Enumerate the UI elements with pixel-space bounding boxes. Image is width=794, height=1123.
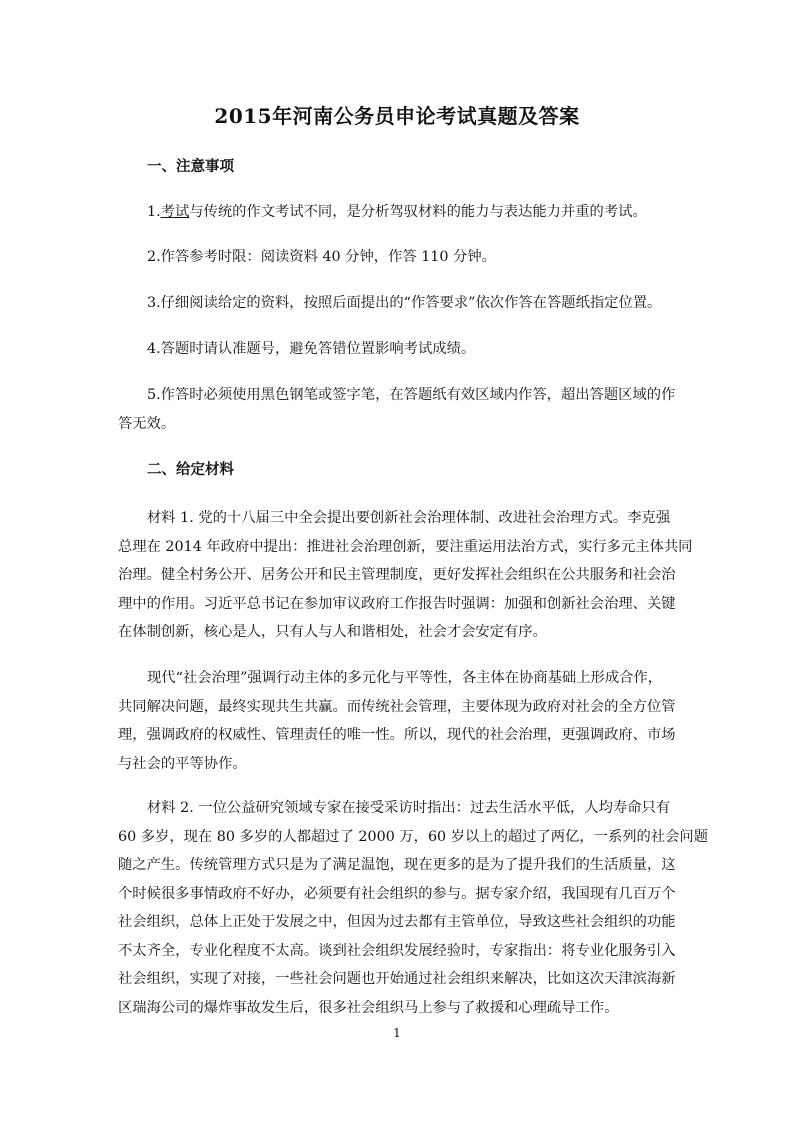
paragraph-line: 现代“社会治理”强调行动主体的多元化与平等性，各主体在协商基础上形成合作， bbox=[147, 670, 663, 686]
section-heading-notes: 一、注意事项 bbox=[147, 158, 234, 175]
material-paragraph-2 bbox=[118, 664, 698, 778]
page-number: 1 bbox=[393, 1026, 401, 1040]
material-paragraph-3 bbox=[118, 794, 709, 1022]
paragraph-line: 理，强调政府的权威性、管理责任的唯一性。所以，现代的社会治理，更强调政府、市场 bbox=[118, 727, 676, 743]
paragraph-line: 60 多岁，现在 80 多岁的人都超过了 2000 万，60 岁以上的超过了两亿，一系列的社会问题 bbox=[118, 828, 709, 845]
paragraph-line: 2.作答参考时限：阅读资料 40 分钟，作答 110 分钟。 bbox=[147, 249, 496, 265]
paragraph-line: 社会组织，总体上正处于发展之中，但因为过去都有主管单位，导致这些社会组织的功能 bbox=[118, 914, 676, 930]
paragraph-line bbox=[118, 198, 698, 227]
item-number: 1. bbox=[147, 204, 161, 220]
paragraph-line: 不太齐全，专业化程度不太高。谈到社会组织发展经验时，专家指出：将专业化服务引入 bbox=[118, 942, 676, 959]
paragraph-line: 总理在 2014 年政府中提出：推进社会治理创新，要注重运用法治方式，实行多元主体共同 bbox=[118, 538, 693, 555]
paragraph-line: 个时候很多事情政府不好办，必须要有社会组织的参与。据专家介绍，我国现有几百万个 bbox=[118, 885, 676, 902]
paragraph-line: 与社会的平等协作。 bbox=[118, 755, 247, 772]
note-item-5 bbox=[118, 381, 698, 438]
paragraph-line: 材料 1. 党的十八届三中全会提出要创新社会治理体制、改进社会治理方式。李克强 bbox=[147, 510, 671, 526]
material-paragraph-1 bbox=[118, 504, 698, 647]
document-title: 2015年河南公务员申论考试真题及答案 bbox=[214, 104, 580, 128]
section-heading-materials: 二、给定材料 bbox=[147, 461, 234, 478]
paragraph-line: 答无效。 bbox=[118, 415, 176, 432]
paragraph-line: 3.仔细阅读给定的资料，按照后面提出的“作答要求”依次作答在答题纸指定位置。 bbox=[147, 295, 662, 311]
paragraph-line: 5.作答时必须使用黑色钢笔或签字笔，在答题纸有效区域内作答，超出答题区域的作 bbox=[147, 387, 676, 403]
paragraph-line: 在体制创新，核心是人，只有人与人和谐相处，社会才会安定有序。 bbox=[118, 624, 547, 640]
paragraph-line: 理中的作用。习近平总书记在参加审议政府工作报告时强调：加强和创新社会治理、关键 bbox=[118, 595, 676, 612]
paragraph-line: 随之产生。传统管理方式只是为了满足温饱，现在更多的是为了提升我们的生活质量，这 bbox=[118, 857, 676, 873]
note-item-1 bbox=[118, 198, 698, 227]
paragraph-line: 4.答题时请认准题号，避免答错位置影响考试成绩。 bbox=[147, 341, 476, 357]
item-text: 与传统的作文考试不同，是分析驾驭材料的能力与表达能力并重的考试。 bbox=[189, 204, 647, 220]
paragraph-line: 材料 2. 一位公益研究领域专家在接受采访时指出：过去生活水平低，人均寿命只有 bbox=[147, 800, 671, 816]
paragraph-line: 社会组织，实现了对接，一些社会问题也开始通过社会组织来解决，比如这次天津滨海新 bbox=[118, 971, 676, 987]
note-item-3 bbox=[118, 289, 698, 318]
underlined-link-text[interactable]: 考试 bbox=[160, 204, 190, 220]
note-item-2 bbox=[118, 243, 698, 272]
paragraph-line: 治理。健全村务公开、居务公开和民主管理制度，更好发挥社会组织在公共服务和社会治 bbox=[118, 567, 676, 583]
paragraph-line: 区瑞海公司的爆炸事故发生后，很多社会组织马上参与了救援和心理疏导工作。 bbox=[118, 999, 619, 1016]
paragraph-line: 共同解决问题，最终实现共生共赢。而传统社会管理，主要体现为政府对社会的全方位管 bbox=[118, 698, 676, 715]
note-item-4 bbox=[118, 335, 698, 364]
